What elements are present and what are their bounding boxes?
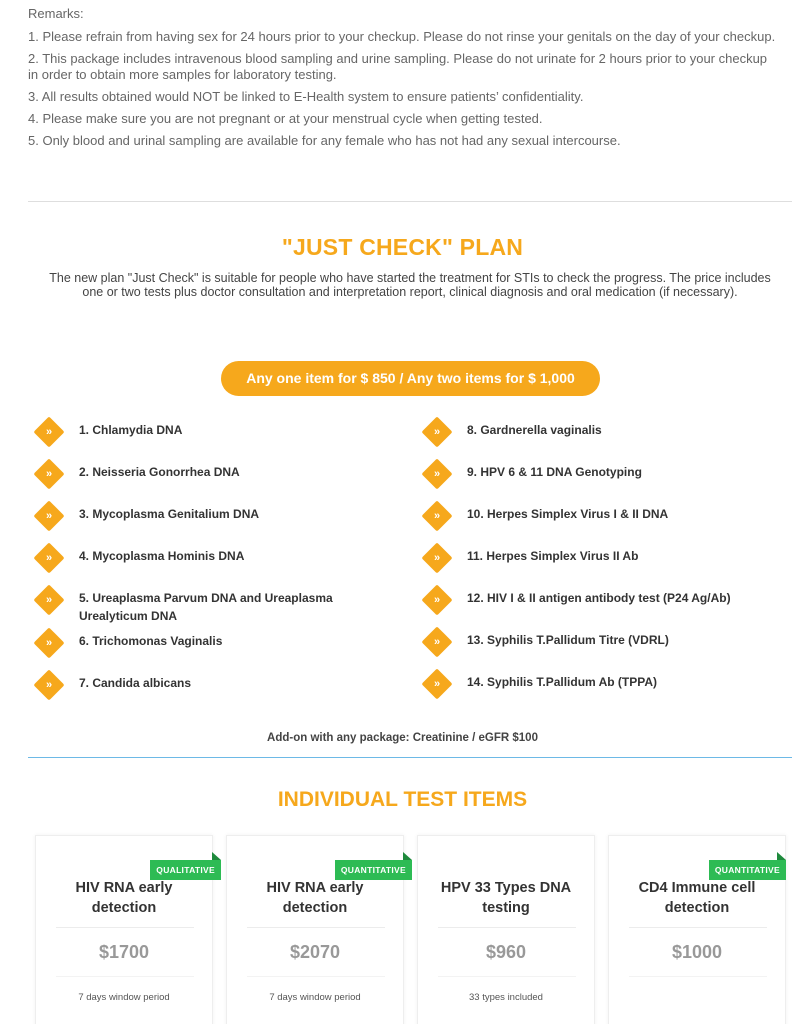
section-divider [28,201,792,202]
test-card[interactable] [35,835,213,1024]
test-item-label: 3. Mycoplasma Genitalium DNA [79,507,260,521]
card-title-line: HIV RNA early [266,880,364,896]
double-chevron-right-icon: » [45,679,53,691]
card-price: $960 [485,942,527,962]
test-item-label: 2. Neisseria Gonorrhea DNA [79,465,240,479]
remark-item: 1. Please refrain from having sex for 24 hours prior to your checkup. Please do not rinse your genitals on the day of your checkup. [28,29,776,44]
card-note: 33 types included [469,992,543,1003]
test-card[interactable] [226,835,404,1024]
card-title-line: HIV RNA early [75,880,173,896]
list-item [424,624,784,666]
remark-item: 2. This package includes intravenous blood sampling and urine sampling. Please do not urinate for 2 hours prior to your checkup in order to obtain more samples for laboratory testing. [28,51,768,82]
test-item-label: 4. Mycoplasma Hominis DNA [79,549,245,563]
card-divider [56,927,194,928]
test-item-label: 8. Gardnerella vaginalis [467,423,602,437]
plan-title: "JUST CHECK" PLAN [281,234,524,260]
qualitative-badge: QUALITATIVE [150,860,221,880]
card-divider [438,976,576,977]
double-chevron-right-icon: » [433,552,441,564]
card-note: 7 days window period [78,992,170,1003]
list-item [424,498,784,540]
remark-item: 5. Only blood and urinal sampling are available for any female who has not had any sexual intercourse. [28,133,621,148]
card-price: $2070 [289,942,341,962]
card-title [609,878,785,918]
list-item [36,667,396,709]
double-chevron-right-icon: » [433,678,441,690]
test-item-label: 14. Syphilis T.Pallidum Ab (TPPA) [467,675,658,689]
plan-items-right [424,414,784,708]
remarks-title: Remarks: [28,6,84,21]
addon-note: Add-on with any package: Creatinine / eGFR $100 [267,732,538,744]
list-item [36,414,396,456]
double-chevron-right-icon: » [45,552,53,564]
remark-item: 3. All results obtained would NOT be linked to E-Health system to ensure patients’ confidentiality. [28,89,584,104]
card-divider [438,927,576,928]
remark-item: 4. Please make sure you are not pregnant or at your menstrual cycle when getting tested. [28,111,543,126]
test-item-label: 1. Chlamydia DNA [79,423,183,437]
double-chevron-right-icon: » [433,426,441,438]
remarks-section [28,6,778,155]
card-title-line: detection [91,900,157,916]
test-item-label: 5. Ureaplasma Parvum DNA and Ureaplasma Urealyticum DNA [79,591,333,623]
list-item [424,540,784,582]
test-card[interactable] [417,835,595,1024]
list-item [424,666,784,708]
double-chevron-right-icon: » [45,468,53,480]
double-chevron-right-icon: » [45,426,53,438]
plan-description: The new plan "Just Check" is suitable for people who have started the treatment for STIs to check the progress. The price includes one or two tests plus doctor consultation and interpretation report, clinical diagnosis and oral medication (if necessary). [49,271,771,299]
test-card[interactable] [608,835,786,1024]
double-chevron-right-icon: » [45,510,53,522]
card-title-line: detection [282,900,348,916]
quantitative-badge: QUANTITATIVE [335,860,412,880]
double-chevron-right-icon: » [433,636,441,648]
card-price: $1700 [98,942,150,962]
card-divider [629,927,767,928]
list-item [36,540,396,582]
individual-section-title: INDIVIDUAL TEST ITEMS [277,788,528,811]
test-item-label: 7. Candida albicans [79,676,192,690]
double-chevron-right-icon: » [433,510,441,522]
quantitative-badge: QUANTITATIVE [709,860,786,880]
card-price: $1000 [671,942,723,962]
list-item [424,456,784,498]
card-title-line: CD4 Immune cell [638,880,756,896]
card-divider [629,976,767,977]
card-title-line: HPV 33 Types DNA [440,880,572,896]
test-item-label: 10. Herpes Simplex Virus I & II DNA [467,507,669,521]
list-item [36,456,396,498]
plan-price-button[interactable]: Any one item for $ 850 / Any two items for $ 1,000 [221,361,600,396]
card-divider [56,976,194,977]
card-title [36,878,212,918]
test-item-label: 13. Syphilis T.Pallidum Titre (VDRL) [467,633,669,647]
list-item [424,414,784,456]
list-item [36,625,396,667]
card-divider [247,976,385,977]
section-divider-blue [28,757,792,758]
card-note: 7 days window period [269,992,361,1003]
double-chevron-right-icon: » [45,637,53,649]
double-chevron-right-icon: » [433,594,441,606]
card-title [418,878,594,918]
test-item-label: 11. Herpes Simplex Virus II Ab [467,549,639,563]
card-title-line: detection [664,900,730,916]
plan-items-left [36,414,396,709]
list-item [36,582,396,625]
card-title [227,878,403,918]
double-chevron-right-icon: » [433,468,441,480]
test-item-label: 12. HIV I & II antigen antibody test (P24 Ag/Ab) [467,591,731,605]
card-title-line: testing [482,900,530,916]
list-item [424,582,784,624]
list-item [36,498,396,540]
card-divider [247,927,385,928]
double-chevron-right-icon: » [45,594,53,606]
test-item-label: 6. Trichomonas Vaginalis [79,634,223,648]
test-item-label: 9. HPV 6 & 11 DNA Genotyping [467,465,642,479]
